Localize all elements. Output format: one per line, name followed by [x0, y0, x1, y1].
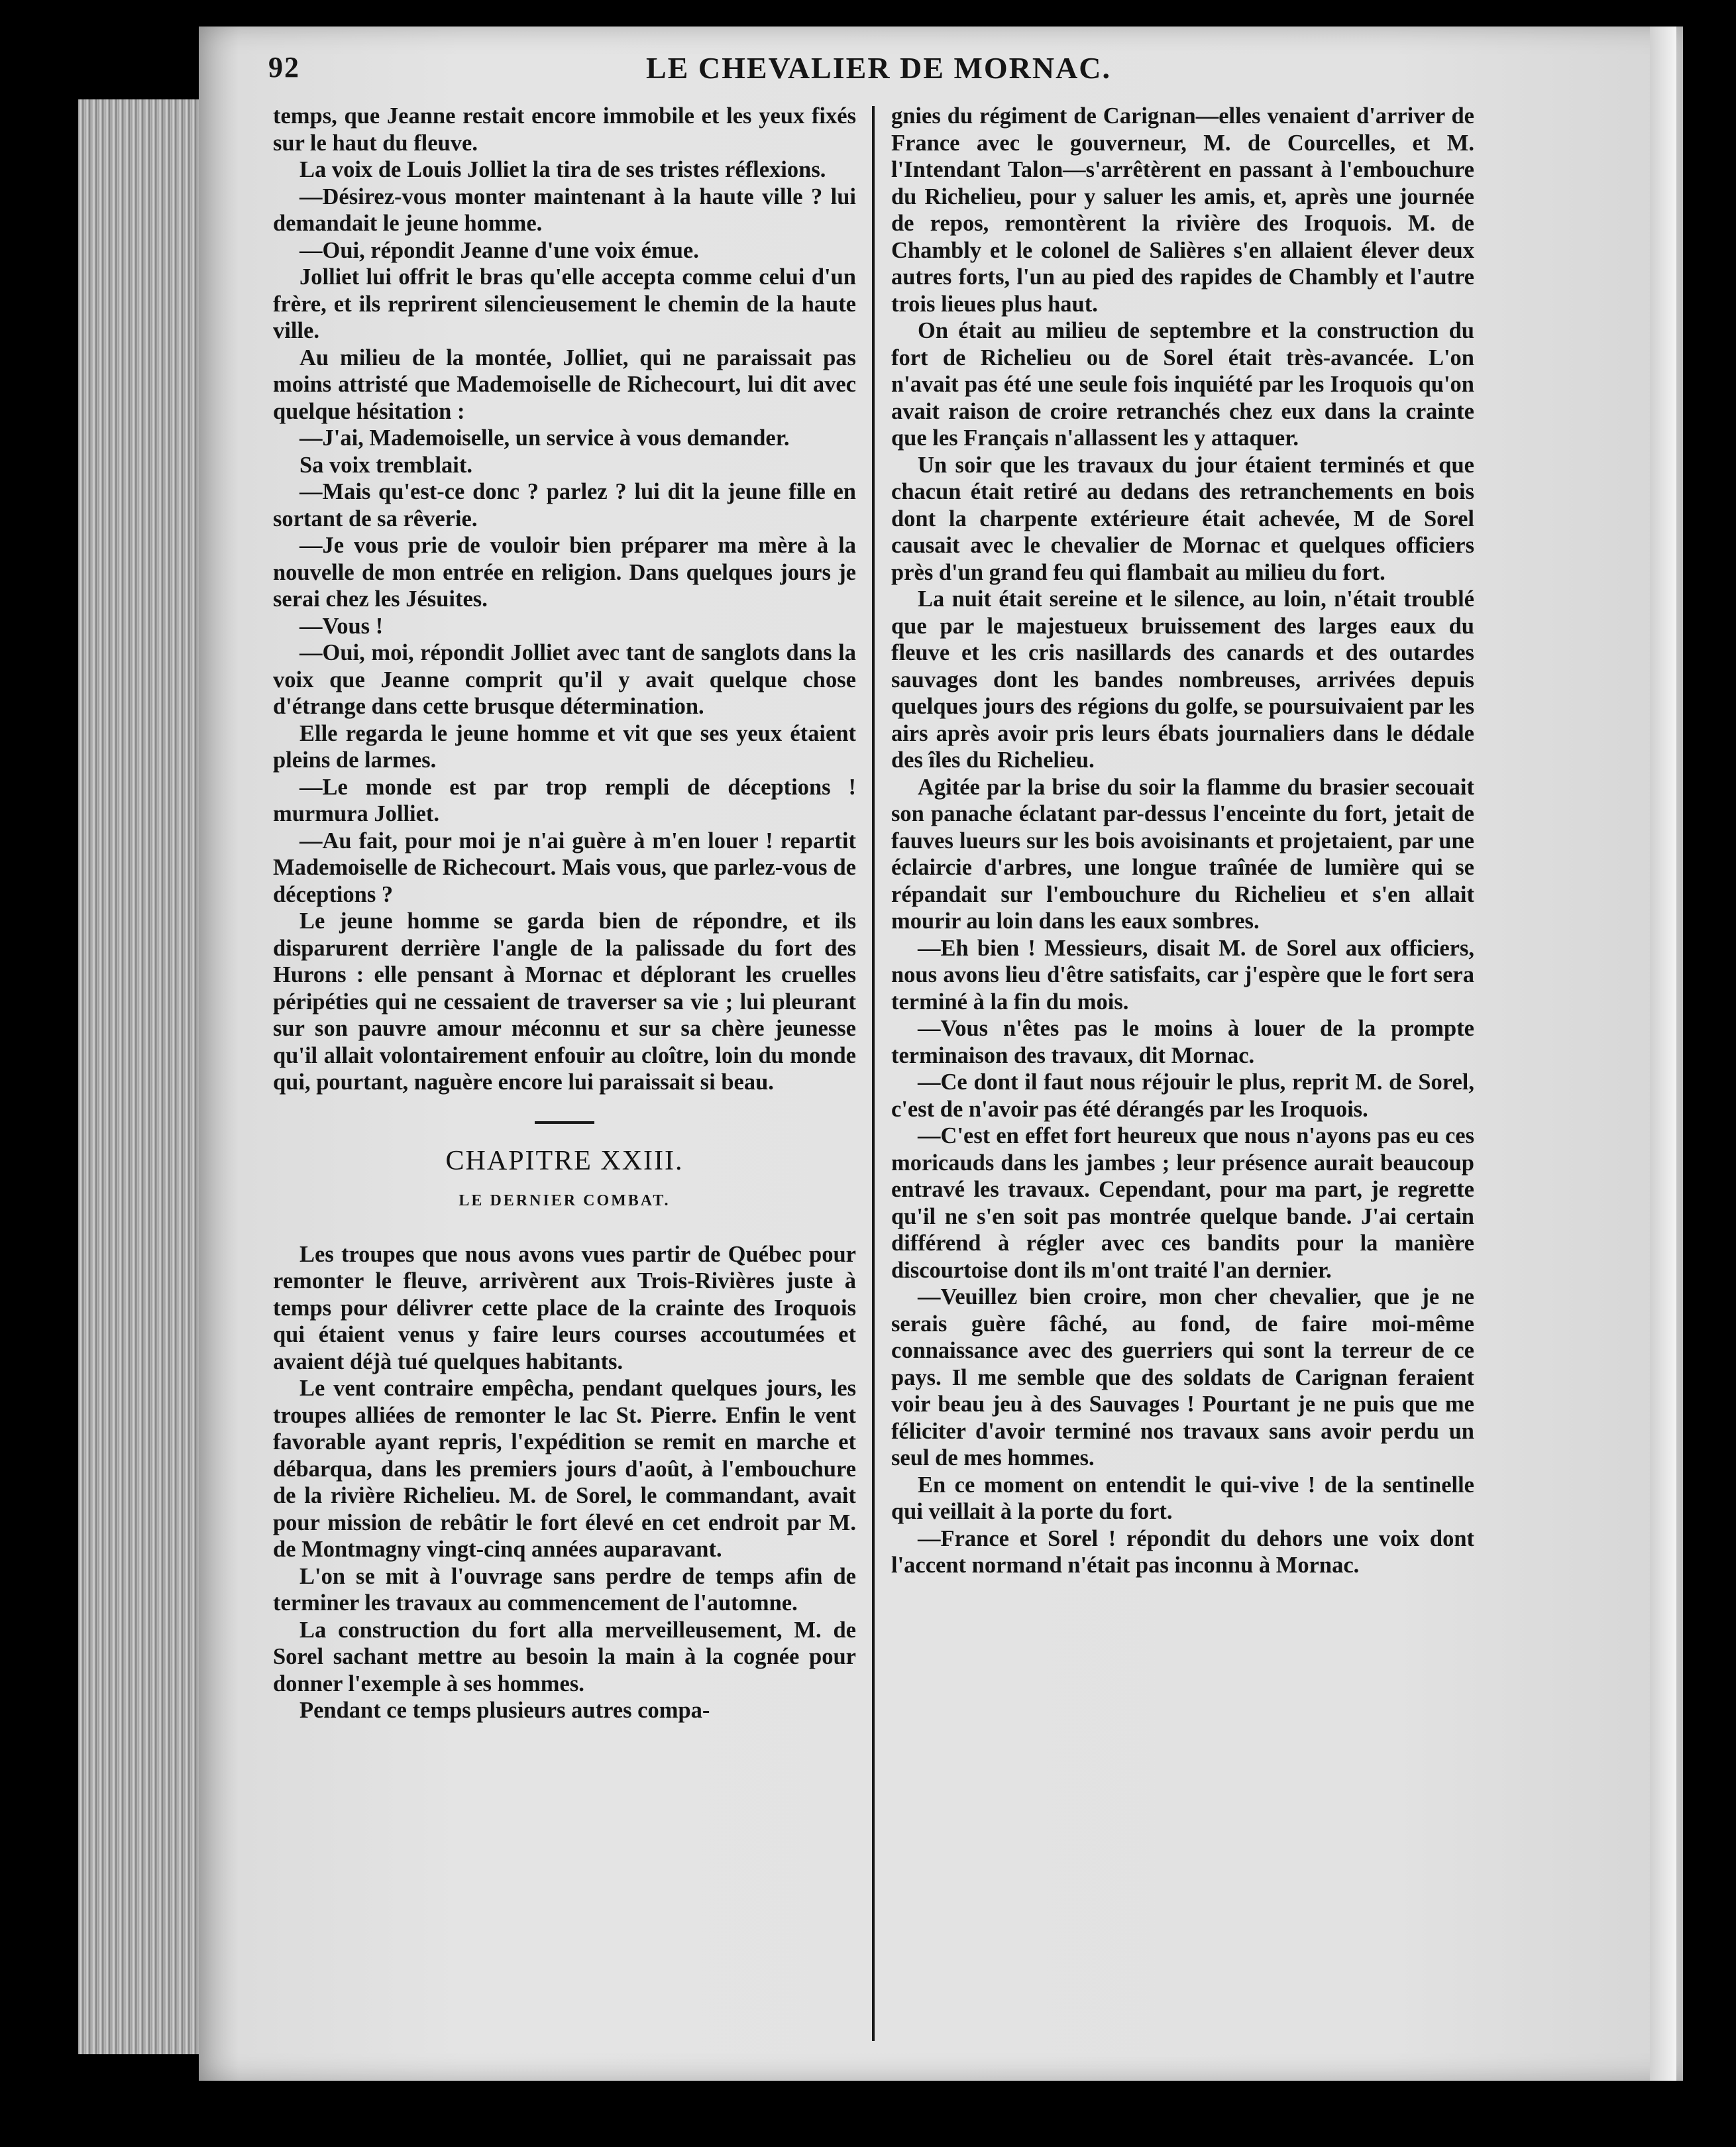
paragraph: —Désirez-vous monter maintenant à la haute ville ? lui demandait le jeune homme. [273, 184, 856, 236]
column-divider [872, 106, 875, 2041]
chapter-separator [535, 1121, 594, 1124]
chapter-subtitle: LE DERNIER COMBAT. [459, 1192, 671, 1209]
paragraph: —Oui, moi, répondit Jolliet avec tant de sanglots dans la voix que Jeanne comprit qu'il y avait quelque chose d'étrange dans cette brusque détermination. [273, 640, 856, 719]
paragraph: Un soir que les travaux du jour étaient terminés et que chacun était retiré au dedans des retranchements en bois dont la charpente extérieure était achevée, M de Sorel causait avec le chevalier de Mornac et quelques officiers près d'un grand feu qui flambait au milieu du fort. [891, 452, 1474, 585]
right-column [891, 103, 1474, 2051]
book-page-edges [78, 99, 217, 2054]
paragraph: En ce moment on entendit le qui-vive ! de la sentinelle qui veillait à la porte du fort. [891, 1472, 1474, 1524]
paragraph: —Ce dont il faut nous réjouir le plus, reprit M. de Sorel, c'est de n'avoir pas été dérangés par les Iroquois. [891, 1070, 1474, 1122]
paragraph: —Vous n'êtes pas le moins à louer de la prompte terminaison des travaux, dit Mornac. [891, 1016, 1474, 1068]
left-column [273, 103, 856, 2051]
paragraph: Au milieu de la montée, Jolliet, qui ne paraissait pas moins attristé que Mademoiselle de Richecourt, lui dit avec quelque hésitation : [273, 345, 856, 424]
paragraph: La voix de Louis Jolliet la tira de ses tristes réflexions. [299, 157, 826, 182]
paragraph: —Vous ! [299, 613, 384, 639]
paragraph: La construction du fort alla merveilleusement, M. de Sorel sachant mettre au besoin la main à la cognée pour donner l'exemple à ses hommes. [273, 1617, 856, 1696]
paragraph: —Le monde est par trop rempli de déceptions ! murmura Jolliet. [273, 774, 856, 826]
paragraph: Les troupes que nous avons vues partir de Québec pour remonter le fleuve, arrivèrent aux Trois-Rivières juste à temps pour délivrer cette place de la crainte des Iroquois qui étaient venus y faire leurs courses accoutumées et avaient déjà tué quelques habitants. [273, 1241, 856, 1374]
paragraph: —Mais qu'est-ce donc ? parlez ? lui dit la jeune fille en sortant de sa rêverie. [273, 479, 856, 531]
paragraph: On était au milieu de septembre et la construction du fort de Richelieu ou de Sorel était très-avancée. L'on n'avait pas été une seule fois inquiété par les Iroquois qu'on avait raison de croire retranchés chez eux dans la crainte que les Français n'allassent les y attaquer. [891, 318, 1474, 451]
page-number: 92 [268, 51, 300, 83]
paragraph: Pendant ce temps plusieurs autres compa- [299, 1698, 710, 1723]
paragraph: —Eh bien ! Messieurs, disait M. de Sorel aux officiers, nous avons lieu d'être satisfaits, car j'espère que le fort sera terminé à la fin du mois. [891, 935, 1474, 1015]
paragraph: Elle regarda le jeune homme et vit que ses yeux étaient pleins de larmes. [273, 720, 856, 773]
page-right-edge [1650, 27, 1676, 2081]
paragraph: —Veuillez bien croire, mon cher chevalier, que je ne serais guère fâché, au fond, de faire moi-même connaissance avec des guerriers qui sont la terreur de ce pays. Il me semble que des soldats de Carignan feraient voir beau jeu à des Sauvages ! Pourtant je ne puis que me féliciter d'avoir terminé nos travaux sans avoir perdu un seul de mes hommes. [891, 1284, 1474, 1470]
paragraph: temps, que Jeanne restait encore immobile et les yeux fixés sur le haut du fleuve. [273, 103, 856, 156]
paragraph: —Au fait, pour moi je n'ai guère à m'en louer ! repartit Mademoiselle de Richecourt. Mais vous, que parlez-vous de déceptions ? [273, 828, 856, 907]
paragraph: Jolliet lui offrit le bras qu'elle accepta comme celui d'un frère, et ils reprirent silencieusement le chemin de la haute ville. [273, 264, 856, 343]
paragraph: Le jeune homme se garda bien de répondre, et ils disparurent derrière l'angle de la palissade du fort des Hurons : elle pensant à Mornac et déplorant les cruelles péripéties qui ne cessaient de traverser sa vie ; lui pleurant sur son pauvre amour méconnu et sur sa chère jeunesse qu'il allait volontairement enfouir au cloître, loin du monde qui, pourtant, naguère encore lui paraissait si beau. [273, 908, 856, 1095]
paragraph: —Oui, répondit Jeanne d'une voix émue. [299, 237, 699, 263]
paragraph: Agitée par la brise du soir la flamme du brasier secouait son panache éclatant par-dessus l'enceinte du fort, jetait de fauves lueurs sur les bois avoisinants et projetaient, par une éclaircie d'arbres, une longue traînée de lumière qui se répandait sur l'embouchure du Richelieu et s'en allait mourir au loin dans les eaux sombres. [891, 774, 1474, 934]
paragraph: —C'est en effet fort heureux que nous n'ayons pas eu ces moricauds dans les jambes ; leur présence aurait beaucoup entravé les travaux. Cependant, pour ma part, je regrette qu'il ne s'en soit pas montrée quelque bande. J'ai certain différend à régler avec ces bandits pour la manière discourtoise dont ils m'ont traité l'an dernier. [891, 1123, 1474, 1283]
paragraph: —J'ai, Mademoiselle, un service à vous demander. [299, 425, 790, 451]
paragraph: Sa voix tremblait. [299, 452, 472, 478]
running-title: LE CHEVALIER DE MORNAC. [646, 51, 1112, 85]
paragraph: La nuit était sereine et le silence, au loin, n'était troublé que par le majestueux bruissement des larges eaux du fleuve et les cris nasillards des canards et des outardes sauvages dont les bandes nombreuses, arrivées depuis quelques jours des régions du golfe, se poursuivaient par les airs après avoir pris leurs ébats journaliers dans le dédale des îles du Richelieu. [891, 586, 1474, 773]
paragraph: L'on se mit à l'ouvrage sans perdre de temps afin de terminer les travaux au commencement de l'automne. [273, 1563, 856, 1616]
paragraph: Le vent contraire empêcha, pendant quelques jours, les troupes alliées de remonter le lac St. Pierre. Enfin le vent favorable ayant repris, l'expédition se remit en marche et débarqua, dans les premiers jours d'août, à l'embouchure de la rivière Richelieu. M. de Sorel, le commandant, avait pour mission de rebâtir le fort élevé en cet endroit par M. de Montmagny vingt-cinq années auparavant. [273, 1376, 856, 1562]
paragraph: gnies du régiment de Carignan—elles venaient d'arriver de France avec le gouverneur, M. de Courcelles, et M. l'Intendant Talon—s'arrêtèrent en passant à l'embouchure du Richelieu, pour y saluer les amis, et, après une journée de repos, remontèrent la rivière des Iroquois. M. de Chambly et le colonel de Salières s'en allaient élever deux autres forts, l'un au pied des rapides de Chambly et l'autre trois lieues plus haut. [891, 103, 1474, 317]
paragraph: —France et Sorel ! répondit du dehors une voix dont l'accent normand n'était pas inconnu à Mornac. [891, 1525, 1474, 1578]
paragraph: —Je vous prie de vouloir bien préparer ma mère à la nouvelle de mon entrée en religion. Dans quelques jours je serai chez les Jésuites. [273, 533, 856, 612]
chapter-title: CHAPITRE XXIII. [445, 1145, 684, 1176]
